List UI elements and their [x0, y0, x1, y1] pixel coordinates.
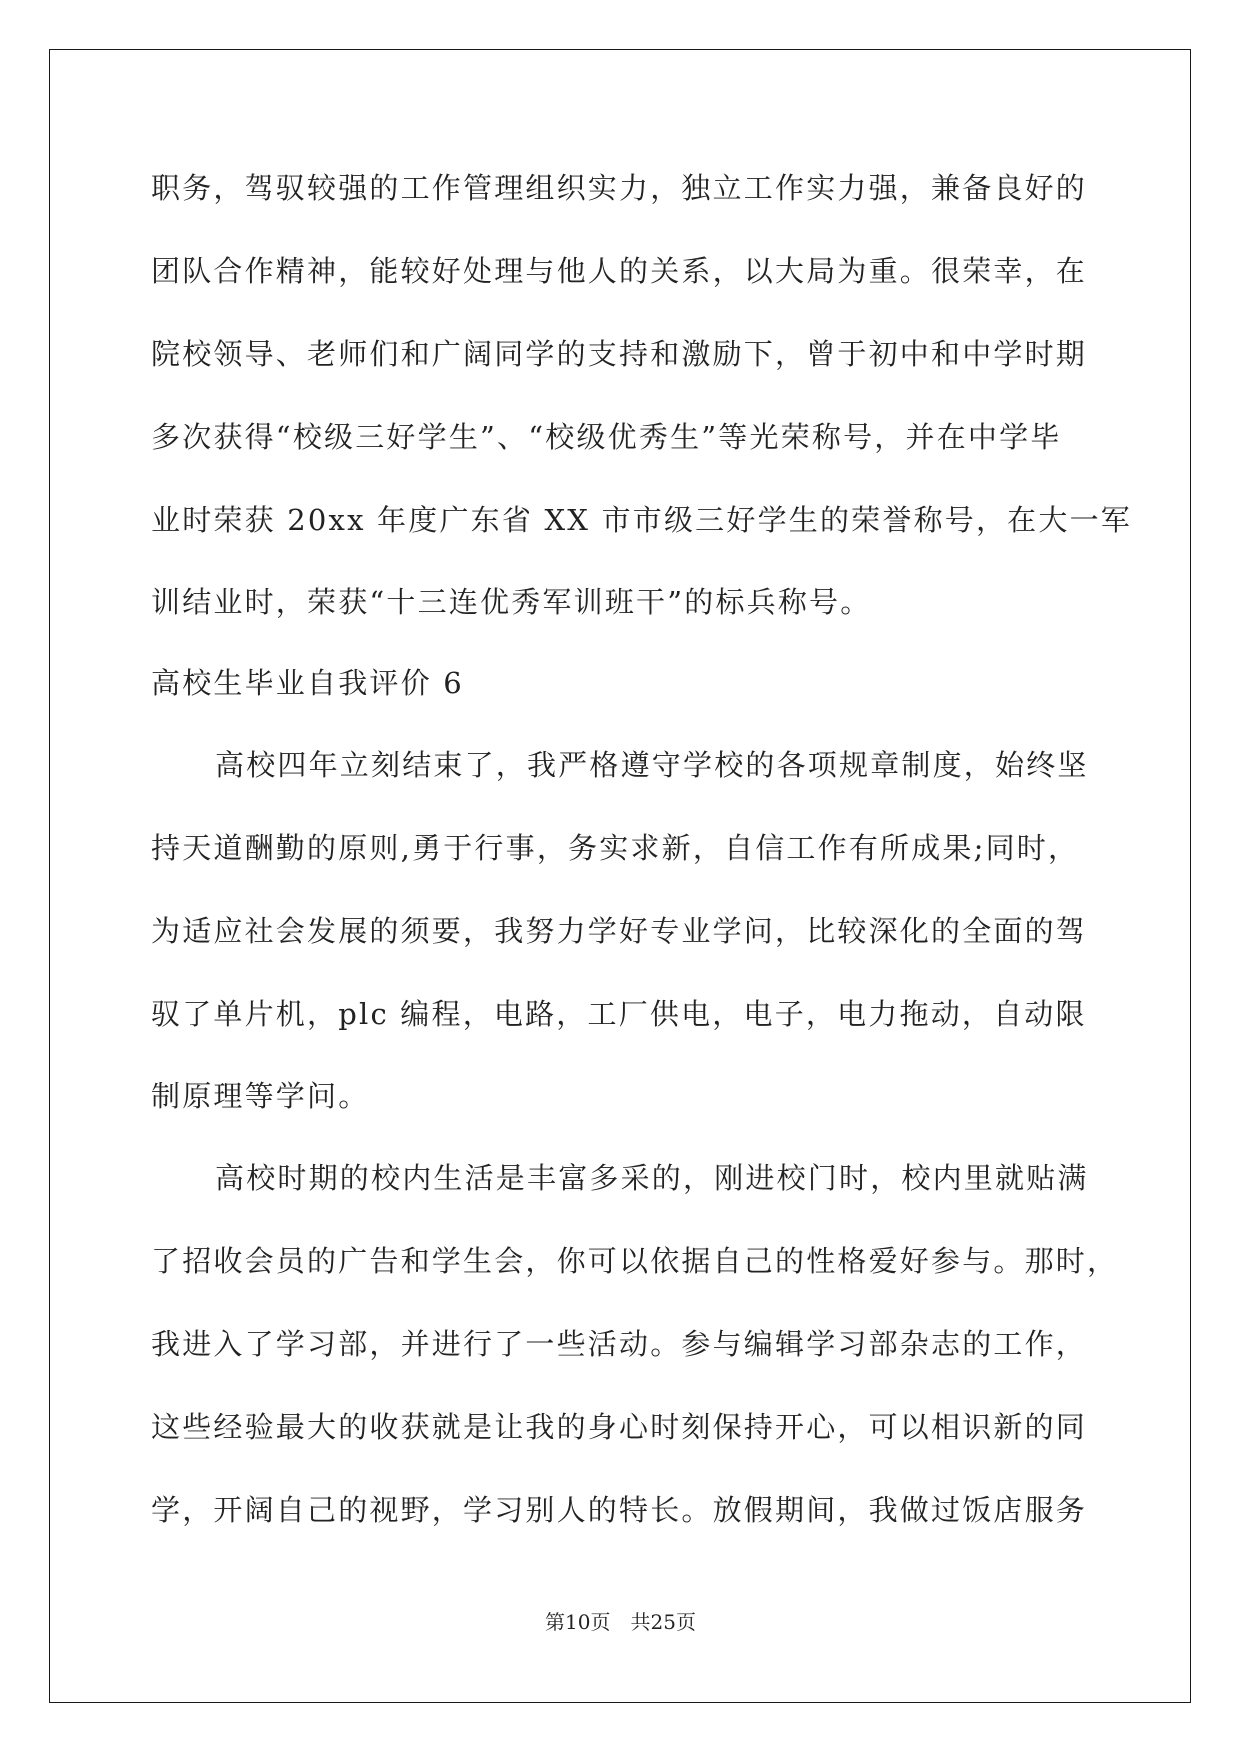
paragraph-line: 高校时期的校内生活是丰富多采的，刚进校门时，校内里就贴满 [215, 1161, 1089, 1195]
paragraph-line: 高校四年立刻结束了，我严格遵守学校的各项规章制度，始终坚 [215, 748, 1089, 782]
page-footer [0, 1606, 1241, 1635]
paragraph-line: 制原理等学问。 [151, 1079, 370, 1113]
page-number-current: 第10页 [545, 1610, 611, 1634]
paragraph-line: 这些经验最大的收获就是让我的身心时刻保持开心，可以相识新的同 [151, 1410, 1088, 1444]
paragraph-line: 院校领导、老师们和广阔同学的支持和激励下，曾于初中和中学时期 [151, 337, 1088, 371]
paragraph-line: 为适应社会发展的须要，我努力学好专业学问，比较深化的全面的驾 [151, 914, 1088, 948]
page-border [49, 49, 1191, 1703]
paragraph-line: 多次获得“校级三好学生”、“校级优秀生”等光荣称号，并在中学毕 [151, 420, 1062, 454]
paragraph-line: 驭了单片机，plc 编程，电路，工厂供电，电子，电力拖动，自动限 [151, 997, 1087, 1031]
paragraph-line: 持天道酬勤的原则,勇于行事，务实求新，自信工作有所成果;同时， [151, 831, 1080, 865]
section-heading: 高校生毕业自我评价 6 [151, 666, 464, 700]
paragraph-line: 训结业时，荣获“十三连优秀军训班干”的标兵称号。 [151, 585, 872, 619]
paragraph-line: 我进入了学习部，并进行了一些活动。参与编辑学习部杂志的工作， [151, 1327, 1088, 1361]
page-number-total: 共25页 [630, 1610, 696, 1634]
paragraph-line: 学，开阔自己的视野，学习别人的特长。放假期间，我做过饭店服务 [151, 1493, 1088, 1527]
paragraph-line: 了招收会员的广告和学生会，你可以依据自己的性格爱好参与。那时， [151, 1244, 1119, 1278]
paragraph-line: 业时荣获 20xx 年度广东省 XX 市市级三好学生的荣誉称号，在大一军 [151, 503, 1132, 537]
paragraph-line: 团队合作精神，能较好处理与他人的关系，以大局为重。很荣幸，在 [151, 254, 1088, 288]
paragraph-line: 职务，驾驭较强的工作管理组织实力，独立工作实力强，兼备良好的 [151, 171, 1088, 205]
